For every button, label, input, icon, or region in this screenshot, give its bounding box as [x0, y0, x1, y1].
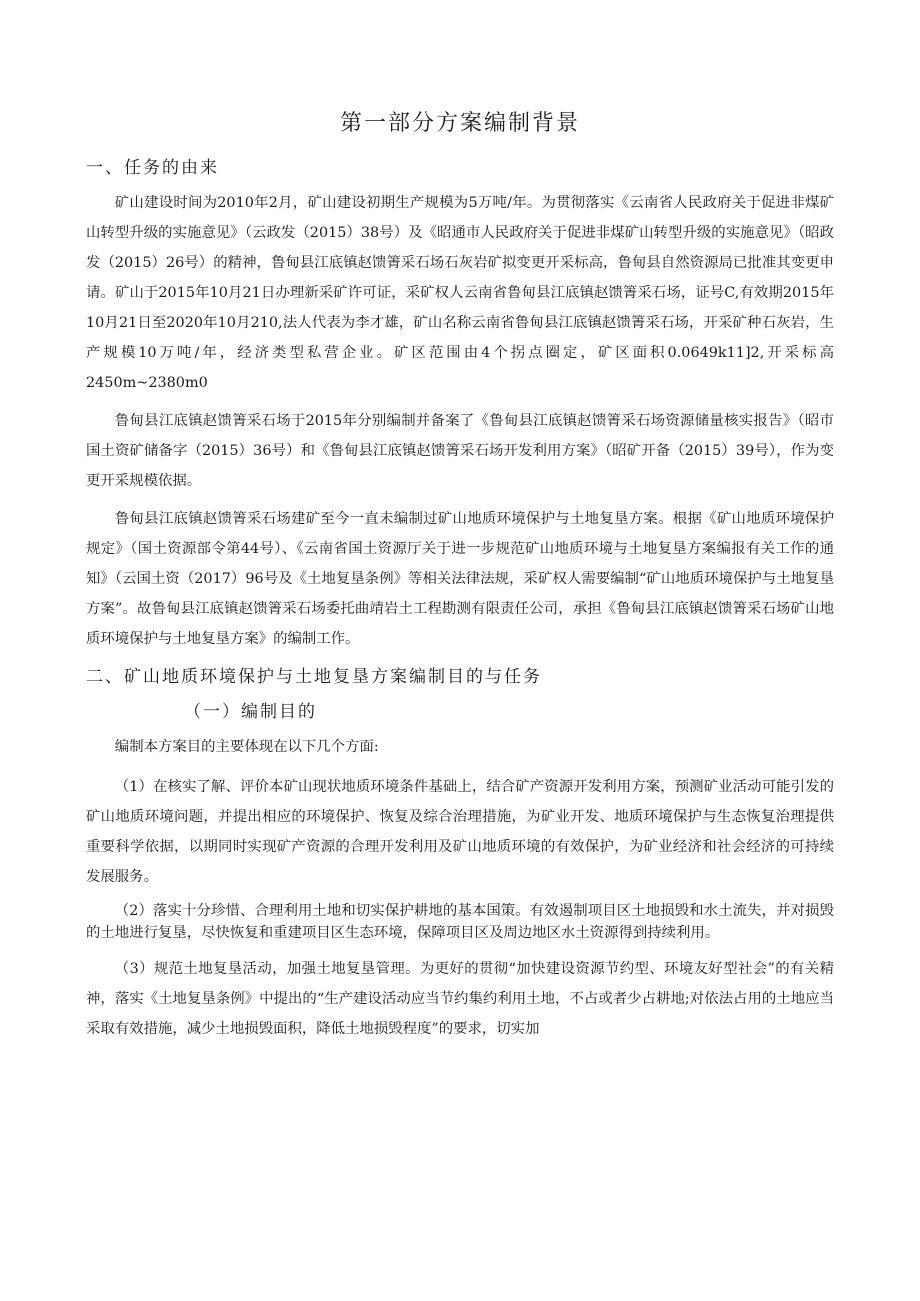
section-heading-origin: 一、任务的由来 [86, 158, 219, 178]
paragraph: 鲁甸县江底镇赵馈箐采石场于2015年分别编制并备案了《鲁甸县江底镇赵馈箐采石场资源储量核实报告》（昭市国土资矿储备字（2015）36号）和《鲁甸县江底镇赵馈箐采石场开发利用方案》（昭矿开备（2015）39号），作为变更开采规模依据。 [86, 413, 834, 489]
paragraph: 编制本方案目的主要体现在以下几个方面: [114, 739, 379, 755]
paragraph: 矿山建设时间为2010年2月，矿山建设初期生产规模为5万吨/年。为贯彻落实《云南省人民政府关于促进非煤矿山转型升级的实施意见》（云政发（2015）38号）及《昭通市人民政府关于促进非煤矿山转型升级的实施意见》（昭政发（2015）26号）的精神，鲁甸县江底镇赵馈箐采石场石灰岩矿拟变更开采标高，鲁甸县自然资源局已批准其变更申请。矿山于2015年10月21日办理新采矿许可证，采矿权人云南省鲁甸县江底镇赵馈箐采石场，证号C,有效期2015年10月21日至2020年10月210,法人代表为李才雄，矿山名称云南省鲁甸县江底镇赵馈箐采石场，开采矿种石灰岩，生产规模10万吨/年，经济类型私营企业。矿区范围由4个拐点圈定，矿区面积0.0649k11]2,开采标高2450m~2380m0 [86, 195, 834, 391]
page-title: 第一部分方案编制背景 [339, 111, 580, 136]
subsection-heading: （一）编制目的 [184, 702, 317, 722]
section-heading-purpose: 二、矿山地质环境保护与土地复垦方案编制目的与任务 [86, 667, 542, 687]
paragraph: 鲁甸县江底镇赵馈箐采石场建矿至今一直未编制过矿山地质环境保护与土地复垦方案。根据《矿山地质环境保护规定》（国土资源部令第44号）、《云南省国土资源厅关于进一步规范矿山地质环境与土地复垦方案编报有关工作的通知》（云国土资（2017）96号及《土地复垦条例》等相关法律法规，采矿权人需要编制“矿山地质环境保护与土地复垦方案”。故鲁甸县江底镇赵馈箐采石场委托曲靖岩土工程勘测有限责任公司，承担《鲁甸县江底镇赵馈箐采石场矿山地质环境保护与土地复垦方案》的编制工作。 [86, 511, 834, 647]
list-item: （1）在核实了解、评价本矿山现状地质环境条件基础上，结合矿产资源开发利用方案，预测矿业活动可能引发的矿山地质环境问题，并提出相应的环境保护、恢复及综合治理措施，为矿业开发、地质环境保护与生态恢复治理提供重要科学依据，以期同时实现矿产资源的合理开发利用及矿山地质环境的有效保护，为矿业经济和社会经济的可持续发展服务。 [86, 779, 834, 885]
list-item: （3）规范土地复垦活动，加强土地复垦管理。为更好的贯彻“加快建设资源节约型、环境友好型社会”的有关精神，落实《土地复垦条例》中提出的“生产建设活动应当节约集约利用土地，不占或者少占耕地;对依法占用的土地应当采取有效措施，减少土地损毁面积，降低土地损毁程度”的要求，切实加 [86, 961, 834, 1037]
list-item: （2）落实十分珍惜、合理利用土地和切实保护耕地的基本国策。有效遏制项目区土地损毁和水土流失，并对损毁的土地进行复垦，尽快恢复和重建项目区生态环境，保障项目区及周边地区水土资源得到持续利用。 [86, 903, 834, 941]
